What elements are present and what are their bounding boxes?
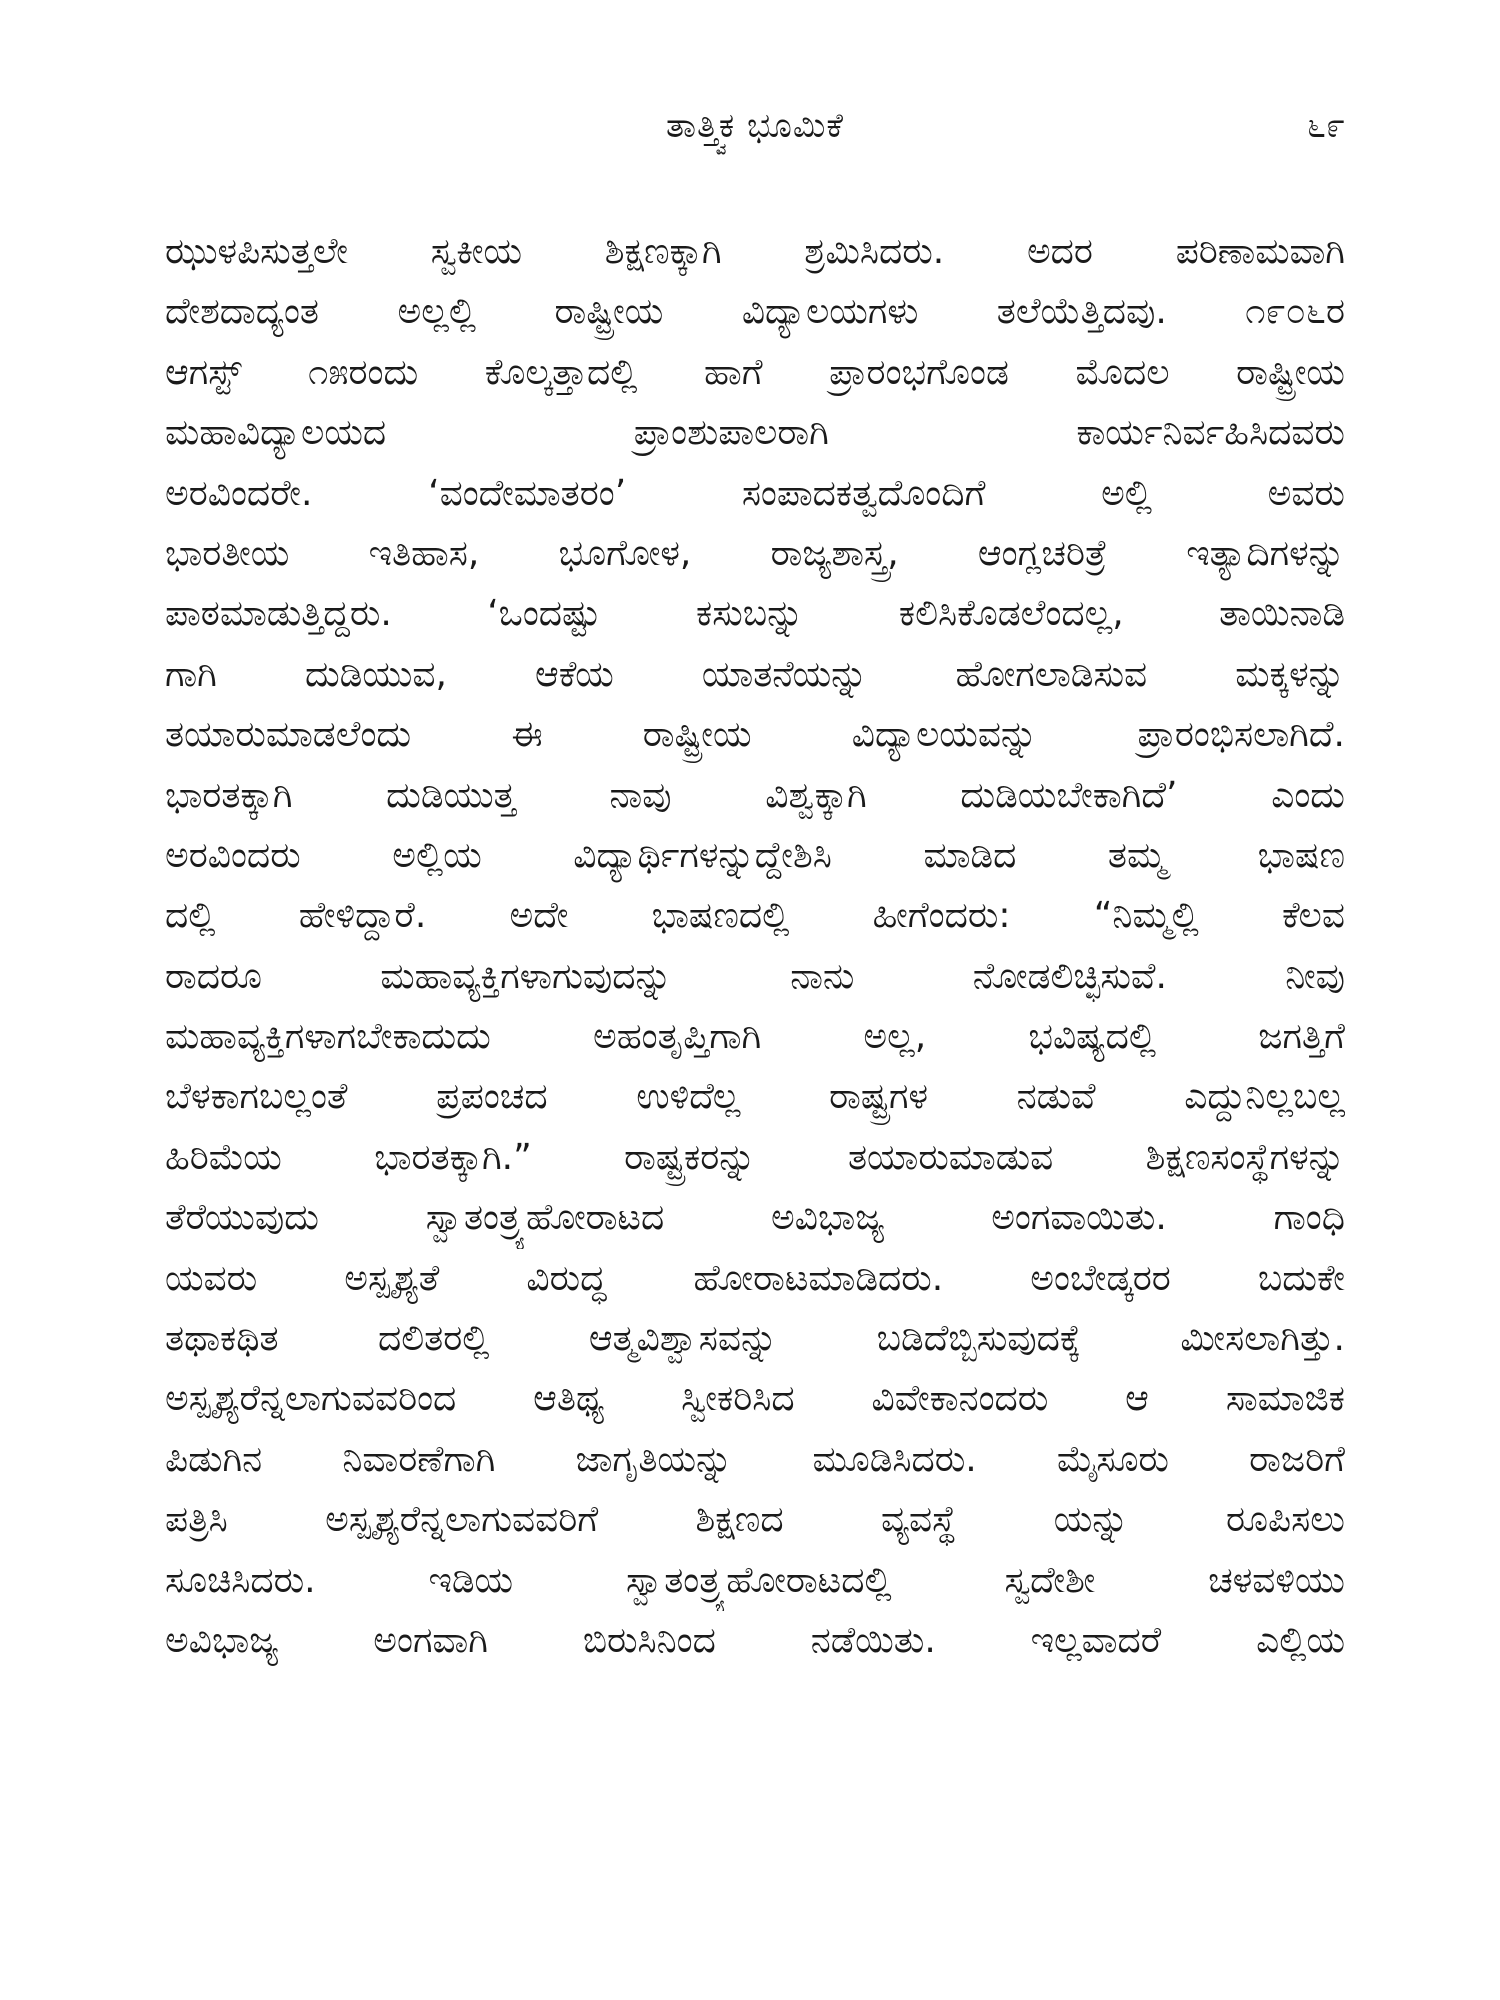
text-line: ತಥಾಕಥಿತ ದಲಿತರಲ್ಲಿ ಆತ್ಮವಿಶ್ವಾಸವನ್ನು ಬಡಿದೆಬ್ಬಿಸುವುದಕ್ಕೆ ಮೀಸಲಾಗಿತ್ತು. bbox=[165, 1318, 1345, 1360]
text-line: ಗಾಗಿ ದುಡಿಯುವ, ಆಕೆಯ ಯಾತನೆಯನ್ನು ಹೋಗಲಾಡಿಸುವ ಮಕ್ಕಳನ್ನು bbox=[165, 653, 1345, 695]
text-line: ಯವರು ಅಸ್ಪೃಶ್ಯತೆ ವಿರುದ್ಧ ಹೋರಾಟಮಾಡಿದರು. ಅಂಬೇಡ್ಕರರ ಬದುಕೇ bbox=[165, 1257, 1345, 1299]
text-line: ಝುಳಪಿಸುತ್ತಲೇ ಸ್ವಕೀಯ ಶಿಕ್ಷಣಕ್ಕಾಗಿ ಶ್ರಮಿಸಿದರು. ಅದರ ಪರಿಣಾಮವಾಗಿ bbox=[165, 231, 1345, 272]
text-line: ಸೂಚಿಸಿದರು. ಇಡಿಯ ಸ್ವಾತಂತ್ರ್ಯಹೋರಾಟದಲ್ಲಿ ಸ್ವದೇಶೀ ಚಳವಳಿಯು bbox=[165, 1559, 1345, 1601]
text-line: ಆಗಸ್ಟ್ ೧೫ರಂದು ಕೊಲ್ಕತ್ತಾದಲ್ಲಿ ಹಾಗೆ ಪ್ರಾರಂಭಗೊಂಡ ಮೊದಲ ರಾಷ್ಟ್ರೀಯ bbox=[165, 351, 1345, 393]
text-line: ಹಿರಿಮೆಯ ಭಾರತಕ್ಕಾಗಿ.” ರಾಷ್ಟ್ರಕರನ್ನು ತಯಾರುಮಾಡುವ ಶಿಕ್ಷಣಸಂಸ್ಥೆಗಳನ್ನು bbox=[165, 1136, 1345, 1178]
text-line: ದೇಶದಾದ್ಯಂತ ಅಲ್ಲಲ್ಲಿ ರಾಷ್ಟ್ರೀಯ ವಿದ್ಯಾಲಯಗಳು ತಲೆಯೆತ್ತಿದವು. ೧೯೦೬ರ bbox=[165, 291, 1345, 333]
text-line: ಭಾರತಕ್ಕಾಗಿ ದುಡಿಯುತ್ತ ನಾವು ವಿಶ್ವಕ್ಕಾಗಿ ದುಡಿಯಬೇಕಾಗಿದೆ’ ಎಂದು bbox=[165, 774, 1345, 816]
text-line: ಮಹಾವಿದ್ಯಾಲಯದ ಪ್ರಾಂಶುಪಾಲರಾಗಿ ಕಾರ್ಯನಿರ್ವಹಿಸಿದವರು bbox=[165, 412, 1345, 454]
text-line: ಪತ್ರಿಸಿ ಅಸ್ಪೃಶ್ಯರೆನ್ನಲಾಗುವವರಿಗೆ ಶಿಕ್ಷಣದ ವ್ಯವಸ್ಥೆ ಯನ್ನು ರೂಪಿಸಲು bbox=[165, 1499, 1345, 1541]
text-line: ಅಸ್ಪೃಶ್ಯರೆನ್ನಲಾಗುವವರಿಂದ ಆತಿಥ್ಯ ಸ್ವೀಕರಿಸಿದ ವಿವೇಕಾನಂದರು ಆ ಸಾಮಾಜಿಕ bbox=[165, 1378, 1345, 1420]
text-line: ಬೆಳಕಾಗಬಲ್ಲಂತೆ ಪ್ರಪಂಚದ ಉಳಿದೆಲ್ಲ ರಾಷ್ಟ್ರಗಳ ನಡುವೆ ಎದ್ದುನಿಲ್ಲಬಲ್ಲ bbox=[165, 1076, 1345, 1118]
page-number: ೬೯ bbox=[1306, 106, 1345, 146]
text-line: ತಯಾರುಮಾಡಲೆಂದು ಈ ರಾಷ್ಟ್ರೀಯ ವಿದ್ಯಾಲಯವನ್ನು ಪ್ರಾರಂಭಿಸಲಾಗಿದೆ. bbox=[165, 714, 1345, 756]
text-line: ದಲ್ಲಿ ಹೇಳಿದ್ದಾರೆ. ಅದೇ ಭಾಷಣದಲ್ಲಿ ಹೀಗೆಂದರು: “ನಿಮ್ಮಲ್ಲಿ ಕೆಲವ bbox=[165, 895, 1345, 937]
text-line: ಪಿಡುಗಿನ ನಿವಾರಣೆಗಾಗಿ ಜಾಗೃತಿಯನ್ನು ಮೂಡಿಸಿದರು. ಮೈಸೂರು ರಾಜರಿಗೆ bbox=[165, 1438, 1345, 1480]
text-line: ಮಹಾವ್ಯಕ್ತಿಗಳಾಗಬೇಕಾದುದು ಅಹಂತೃಪ್ತಿಗಾಗಿ ಅಲ್ಲ, ಭವಿಷ್ಯದಲ್ಲಿ ಜಗತ್ತಿಗೆ bbox=[165, 1016, 1345, 1058]
text-line: ತೆರೆಯುವುದು ಸ್ವಾತಂತ್ರ್ಯಹೋರಾಟದ ಅವಿಭಾಜ್ಯ ಅಂಗವಾಯಿತು. ಗಾಂಧಿ bbox=[165, 1197, 1345, 1239]
running-header bbox=[165, 96, 1345, 156]
body-paragraph bbox=[165, 222, 1345, 1671]
chapter-title: ತಾತ್ತ್ವಿಕ ಭೂಮಿಕೆ bbox=[665, 106, 845, 146]
text-line: ಭಾರತೀಯ ಇತಿಹಾಸ, ಭೂಗೋಳ, ರಾಜ್ಯಶಾಸ್ತ್ರ, ಆಂಗ್ಲಚರಿತ್ರೆ ಇತ್ಯಾದಿಗಳನ್ನು bbox=[165, 532, 1345, 574]
text-line: ಪಾಠಮಾಡುತ್ತಿದ್ದರು. ‘ಒಂದಷ್ಟು ಕಸುಬನ್ನು ಕಲಿಸಿಕೊಡಲೆಂದಲ್ಲ, ತಾಯಿನಾಡಿ bbox=[165, 593, 1345, 635]
text-line: ಅರವಿಂದರು ಅಲ್ಲಿಯ ವಿದ್ಯಾರ್ಥಿಗಳನ್ನುದ್ದೇಶಿಸಿ ಮಾಡಿದ ತಮ್ಮ ಭಾಷಣ bbox=[165, 834, 1345, 876]
text-line: ಅರವಿಂದರೇ. ‘ವಂದೇಮಾತರಂ’ ಸಂಪಾದಕತ್ವದೊಂದಿಗೆ ಅಲ್ಲಿ ಅವರು bbox=[165, 472, 1345, 514]
text-line: ರಾದರೂ ಮಹಾವ್ಯಕ್ತಿಗಳಾಗುವುದನ್ನು ನಾನು ನೋಡಲಿಚ್ಛಿಸುವೆ. ನೀವು bbox=[165, 955, 1345, 997]
text-line: ಅವಿಭಾಜ್ಯ ಅಂಗವಾಗಿ ಬಿರುಸಿನಿಂದ ನಡೆಯಿತು. ಇಲ್ಲವಾದರೆ ಎಲ್ಲಿಯ bbox=[165, 1619, 1345, 1661]
